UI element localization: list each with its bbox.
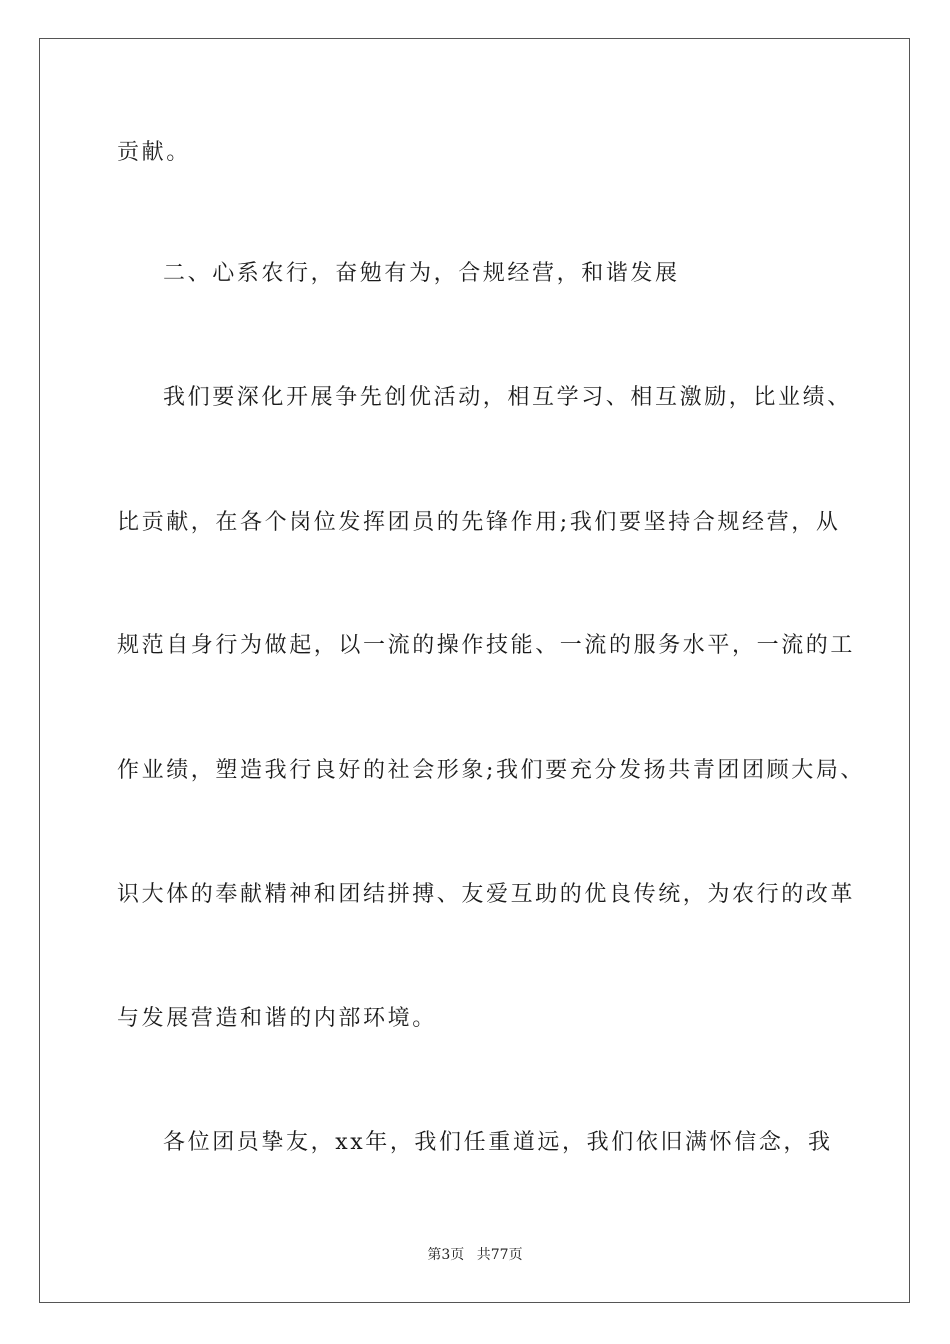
page-number: 第3页	[427, 1247, 465, 1263]
section-heading: 二、心系农行，奋勉有为，合规经营，和谐发展	[163, 261, 680, 286]
text-line-3: 我们要深化开展争先创优活动，相互学习、相互激励，比业绩、	[163, 385, 852, 410]
text-line-7: 识大体的奉献精神和团结拼搏、友爱互助的优良传统，为农行的改革	[117, 882, 856, 907]
total-pages: 共77页	[476, 1247, 523, 1263]
text-line-6: 作业绩，塑造我行良好的社会形象;我们要充分发扬共青团团顾大局、	[117, 758, 866, 783]
text-line-1: 贡献。	[117, 140, 191, 165]
text-line-8: 与发展营造和谐的内部环境。	[117, 1006, 437, 1031]
text-line-5: 规范自身行为做起，以一流的操作技能、一流的服务水平，一流的工	[117, 633, 856, 658]
page-border	[39, 38, 910, 1303]
text-line-4: 比贡献，在各个岗位发挥团员的先锋作用;我们要坚持合规经营，从	[117, 510, 841, 535]
text-line-9: 各位团员挚友，xx年，我们任重道远，我们依旧满怀信念，我	[163, 1130, 833, 1155]
page-footer	[0, 1245, 950, 1265]
